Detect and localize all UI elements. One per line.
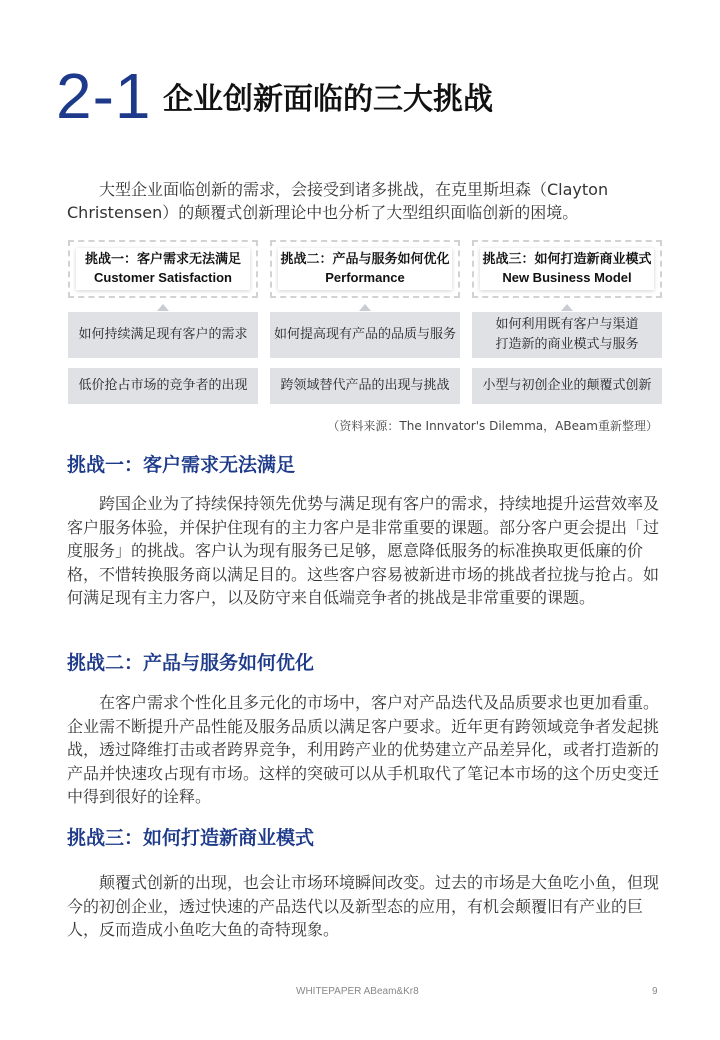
- challenge-item: 跨领域替代产品的出现与挑战: [270, 368, 460, 404]
- challenge-item: 如何利用既有客户与渠道 打造新的商业模式与服务: [472, 312, 662, 358]
- challenge-header-en: Customer Satisfaction: [94, 270, 232, 285]
- up-arrow-icon: [359, 304, 371, 311]
- challenge-item: 小型与初创企业的颠覆式创新: [472, 368, 662, 404]
- source-note: （资料来源：The Innvator's Dilemma，ABeam重新整理）: [327, 419, 658, 433]
- challenge-header-en: New Business Model: [502, 270, 632, 285]
- page-number: 9: [652, 986, 658, 997]
- up-arrow-icon: [157, 304, 169, 311]
- section-text: 颠覆式创新的出现，也会让市场环境瞬间改变。过去的市场是大鱼吃小鱼，但现今的初创企业，透过快速的产品迭代以及新型态的应用，有机会颠覆旧有产业的巨人，反而造成小鱼吃大鱼的奇特现象。: [67, 873, 660, 939]
- challenge-header-cn: 挑战一：客户需求无法满足: [84, 252, 241, 267]
- challenge-column-1: [68, 240, 258, 404]
- section-body: [67, 492, 659, 610]
- section-title: 挑战一：客户需求无法满足: [67, 454, 296, 476]
- section-title: 挑战三：如何打造新商业模式: [67, 827, 315, 849]
- challenge-header-cn: 挑战二：产品与服务如何优化: [280, 252, 450, 267]
- challenge-item: 如何持续满足现有客户的需求: [68, 312, 258, 358]
- section-body: [67, 871, 659, 942]
- challenge-item: 低价抢占市场的竞争者的出现: [68, 368, 258, 404]
- challenge-header-en: Performance: [325, 270, 405, 285]
- section-text: 在客户需求个性化且多元化的市场中，客户对产品迭代及品质要求也更加看重。企业需不断提升产品性能及服务品质以满足客户要求。近年更有跨领域竞争者发起挑战，透过降维打击或者跨界竞争，利用跨产业的优势建立产品差异化，或者打造新的产品并快速攻占现有市场。这样的突破可以从手机取代了笔记本市场的这个历史变迁中得到很好的诠释。: [67, 693, 660, 806]
- intro-paragraph: [67, 178, 657, 224]
- challenge-header-1: [68, 240, 258, 298]
- section-number: 2-1: [56, 60, 152, 132]
- challenge-column-3: [472, 240, 662, 404]
- challenge-header-3: [472, 240, 662, 298]
- section-text: 跨国企业为了持续保持领先优势与满足现有客户的需求，持续地提升运营效率及客户服务体验，并保护住现有的主力客户是非常重要的课题。部分客户更会提出「过度服务」的挑战。客户认为现有服务已足够，愿意降低服务的标准换取更低廉的价格，不惜转换服务商以满足目的。这些客户容易被新进市场的挑战者拉拢与抢占。如何满足现有主力客户，以及防守来自低端竞争者的挑战是非常重要的课题。: [67, 494, 660, 607]
- challenge-column-2: [270, 240, 460, 404]
- challenge-header-2: [270, 240, 460, 298]
- footer-label: WHITEPAPER ABeam&Kr8: [296, 986, 419, 997]
- intro-text: 大型企业面临创新的需求，会接受到诸多挑战，在克里斯坦森（Clayton Christensen）的颠覆式创新理论中也分析了大型组织面临创新的困境。: [67, 180, 609, 222]
- challenge-item: 如何提高现有产品的品质与服务: [270, 312, 460, 358]
- page-title: 企业创新面临的三大挑战: [163, 82, 493, 117]
- section-title: 挑战二：产品与服务如何优化: [67, 652, 315, 674]
- challenge-header-cn: 挑战三：如何打造新商业模式: [482, 252, 652, 267]
- section-body: [67, 691, 659, 809]
- up-arrow-icon: [561, 304, 573, 311]
